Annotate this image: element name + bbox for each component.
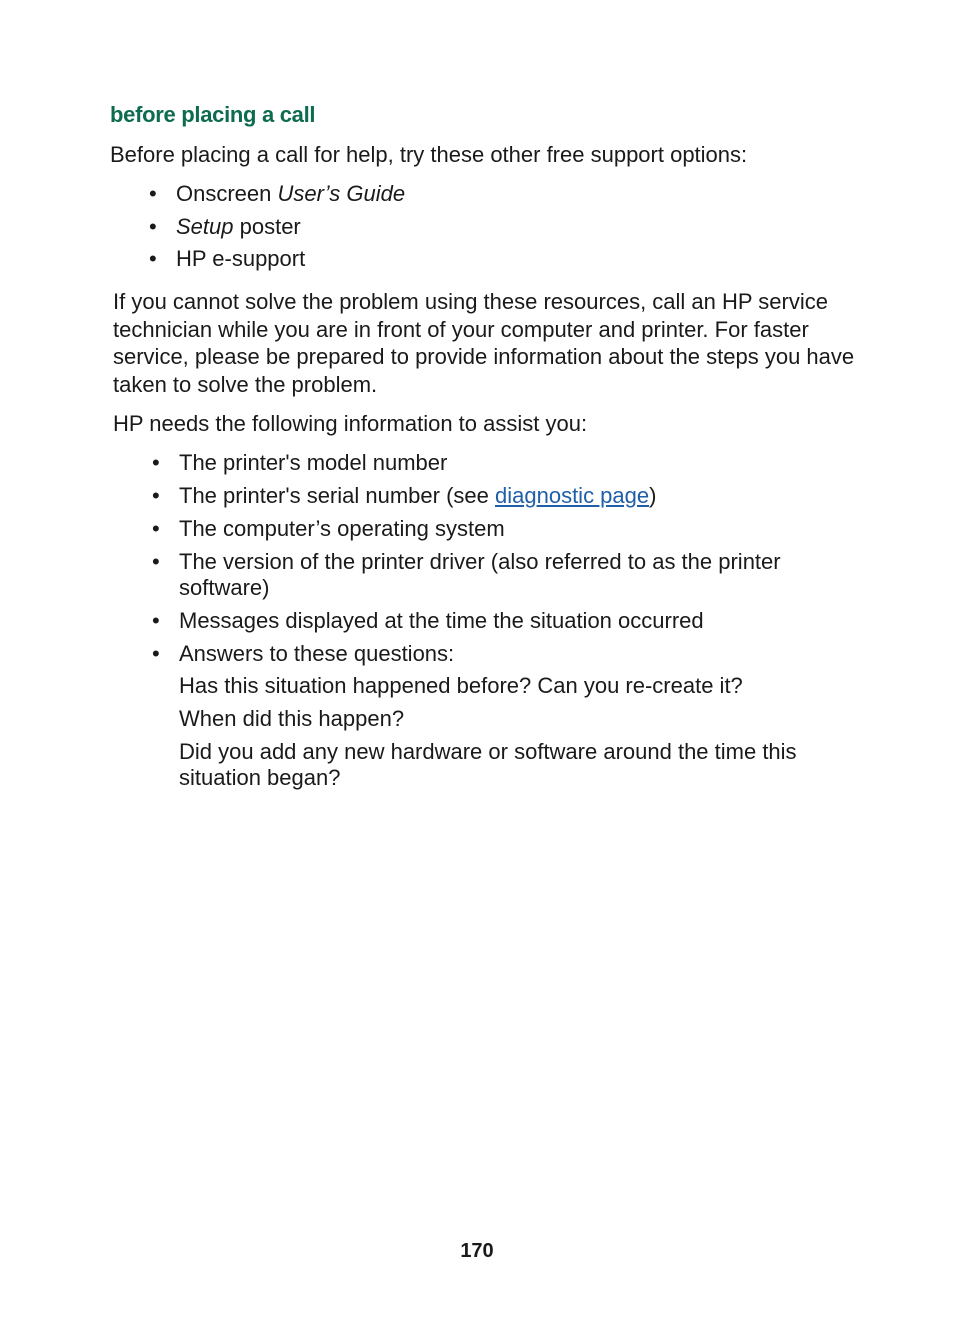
bullet: •	[152, 516, 160, 541]
list-item	[152, 641, 839, 791]
intro-paragraph: Before placing a call for help, try these other free support options:	[110, 142, 748, 167]
question-text: Did you add any new hardware or software around the time this situation began?	[179, 739, 797, 790]
bullet: •	[149, 246, 157, 271]
bullet: •	[152, 450, 160, 475]
list-item	[149, 213, 826, 240]
page-number: 170	[460, 1240, 494, 1262]
bullet: •	[152, 641, 160, 666]
list-item-text: The printer's serial number (see	[179, 483, 495, 508]
list-item-text: Onscreen	[176, 181, 278, 206]
required-info-list	[152, 450, 839, 798]
body-paragraph: If you cannot solve the problem using these resources, call an HP service technician while you are in front of your computer and printer. For faster service, please be prepared to provide information about the steps you have taken to solve the problem.	[113, 289, 855, 397]
list-item-text: poster	[233, 213, 301, 239]
bullet: •	[149, 181, 157, 206]
list-item	[152, 483, 839, 509]
body-paragraph: HP needs the following information to assist you:	[113, 411, 588, 436]
bullet: •	[152, 608, 160, 633]
list-item	[152, 450, 839, 476]
section-heading: before placing a call	[110, 102, 316, 127]
list-item	[152, 549, 839, 601]
list-item-text: Messages displayed at the time the situation occurred	[179, 608, 704, 633]
list-item	[152, 608, 839, 634]
list-item-text: The version of the printer driver (also referred to as the printer software)	[179, 549, 781, 600]
list-item-emphasis: Setup	[176, 213, 234, 239]
diagnostic-page-link[interactable]: diagnostic page	[495, 483, 650, 508]
list-item-emphasis: User’s Guide	[277, 181, 406, 206]
bullet: •	[152, 549, 160, 574]
question-text: Has this situation happened before? Can you re-create it?	[179, 673, 743, 698]
list-item-text: The computer’s operating system	[179, 516, 505, 541]
list-item-text: HP e-support	[176, 246, 306, 271]
list-item	[149, 246, 826, 272]
bullet: •	[149, 213, 157, 239]
list-item-text: The printer's model number	[179, 450, 448, 475]
list-item	[152, 516, 839, 542]
list-item	[149, 181, 826, 207]
list-item-text: Answers to these questions:	[179, 641, 455, 666]
list-item-text: )	[649, 483, 657, 508]
support-options-list	[149, 181, 826, 279]
question-text: When did this happen?	[179, 706, 405, 731]
bullet: •	[152, 483, 160, 508]
